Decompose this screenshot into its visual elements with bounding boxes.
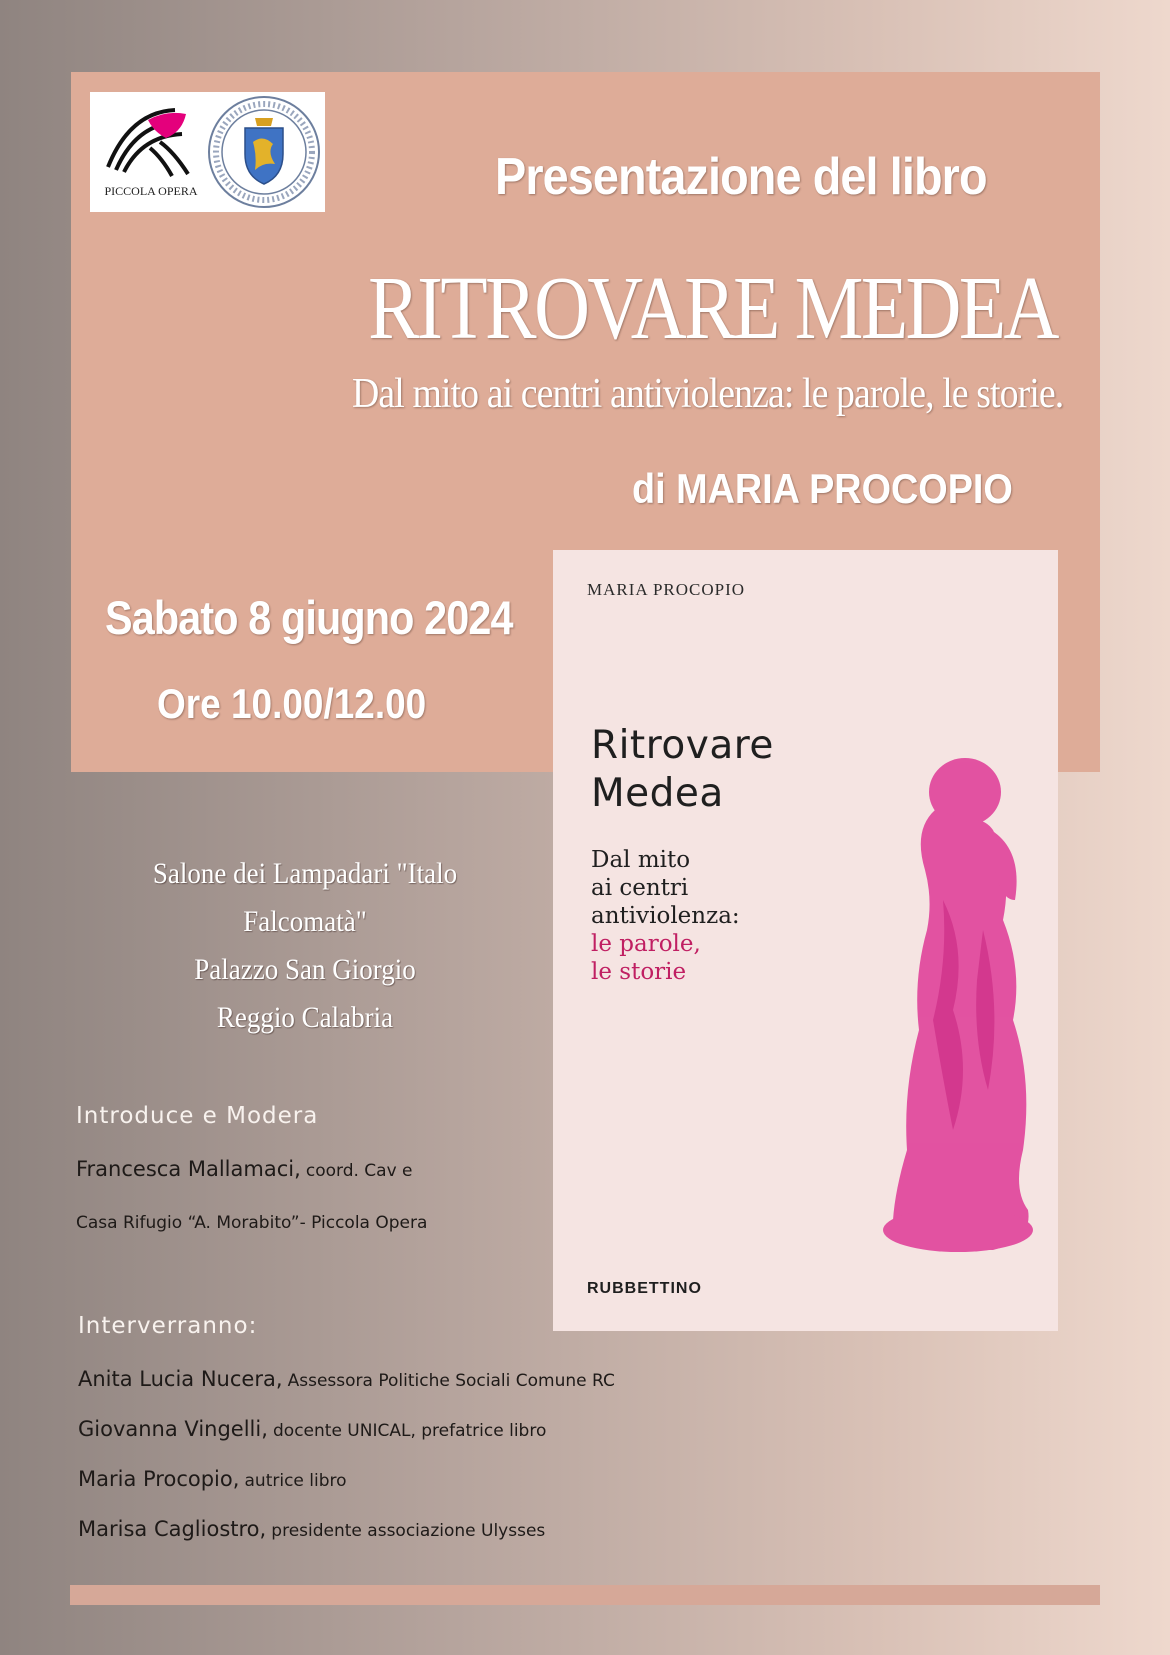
book-cover-title-line: Ritrovare — [591, 723, 774, 768]
book-cover-subtitle-line: le storie — [591, 959, 687, 985]
piccola-opera-logo — [90, 92, 212, 212]
moderator-name: Francesca Mallamaci, — [76, 1157, 301, 1181]
reggio-calabria-seal-icon — [203, 92, 325, 212]
event-author: di MARIA PROCOPIO — [632, 465, 1013, 512]
book-cover-author: MARIA PROCOPIO — [587, 580, 746, 599]
speaker-name: Giovanna Vingelli, — [78, 1417, 268, 1441]
book-cover-subtitle-line: le parole, — [591, 931, 701, 957]
speaker-role: docente UNICAL, prefatrice libro — [273, 1421, 547, 1441]
presentation-heading: Presentazione del libro — [495, 148, 987, 206]
book-cover-title-line: Medea — [591, 771, 724, 816]
event-subtitle: Dal mito ai centri antiviolenza: le parole, le storie. — [351, 371, 1063, 417]
event-title: RITROVARE MEDEA — [368, 259, 1057, 358]
speaker-name: Anita Lucia Nucera, — [78, 1367, 283, 1391]
book-cover-subtitle-line: ai centri — [591, 875, 689, 901]
venue-line: Palazzo San Giorgio — [194, 953, 416, 986]
book-cover-subtitle-line: Dal mito — [591, 847, 691, 873]
speaker-item — [78, 1367, 615, 1391]
venue-line: Salone dei Lampadari "Italo Falcomatà" — [152, 857, 458, 938]
footer-bar — [70, 1585, 1100, 1605]
book-cover-publisher: RUBBETTINO — [587, 1280, 702, 1297]
event-time: Ore 10.00/12.00 — [157, 680, 427, 727]
speaker-role: presidente associazione Ulysses — [271, 1521, 546, 1541]
moderator-role-line: Casa Rifugio “A. Morabito”- Piccola Opera — [76, 1213, 428, 1233]
venue-line: Reggio Calabria — [216, 1001, 394, 1034]
speaker-item — [78, 1417, 546, 1441]
speaker-name: Maria Procopio, — [78, 1467, 240, 1491]
book-cover-subtitle — [591, 846, 740, 986]
venue-block — [70, 850, 540, 1042]
reggio-calabria-seal — [203, 92, 325, 212]
piccola-opera-logo-name: PICCOLA OPERA — [104, 184, 198, 198]
event-date: Sabato 8 giugno 2024 — [105, 591, 513, 644]
book-cover-title — [591, 722, 774, 818]
speaker-role: autrice libro — [244, 1471, 347, 1491]
medea-figure-icon — [873, 750, 1043, 1270]
speaker-role: Assessora Politiche Sociali Comune RC — [287, 1371, 615, 1391]
moderator-line — [76, 1157, 413, 1181]
book-cover — [553, 550, 1058, 1331]
speakers-heading: Interverranno: — [78, 1313, 258, 1339]
piccola-opera-logo-icon — [90, 92, 212, 184]
book-cover-subtitle-line: antiviolenza: — [591, 903, 740, 929]
moderator-heading: Introduce e Modera — [76, 1103, 319, 1129]
moderator-role: coord. Cav e — [305, 1161, 413, 1181]
speaker-name: Marisa Cagliostro, — [78, 1517, 267, 1541]
speaker-item — [78, 1467, 347, 1491]
speaker-item — [78, 1517, 545, 1541]
